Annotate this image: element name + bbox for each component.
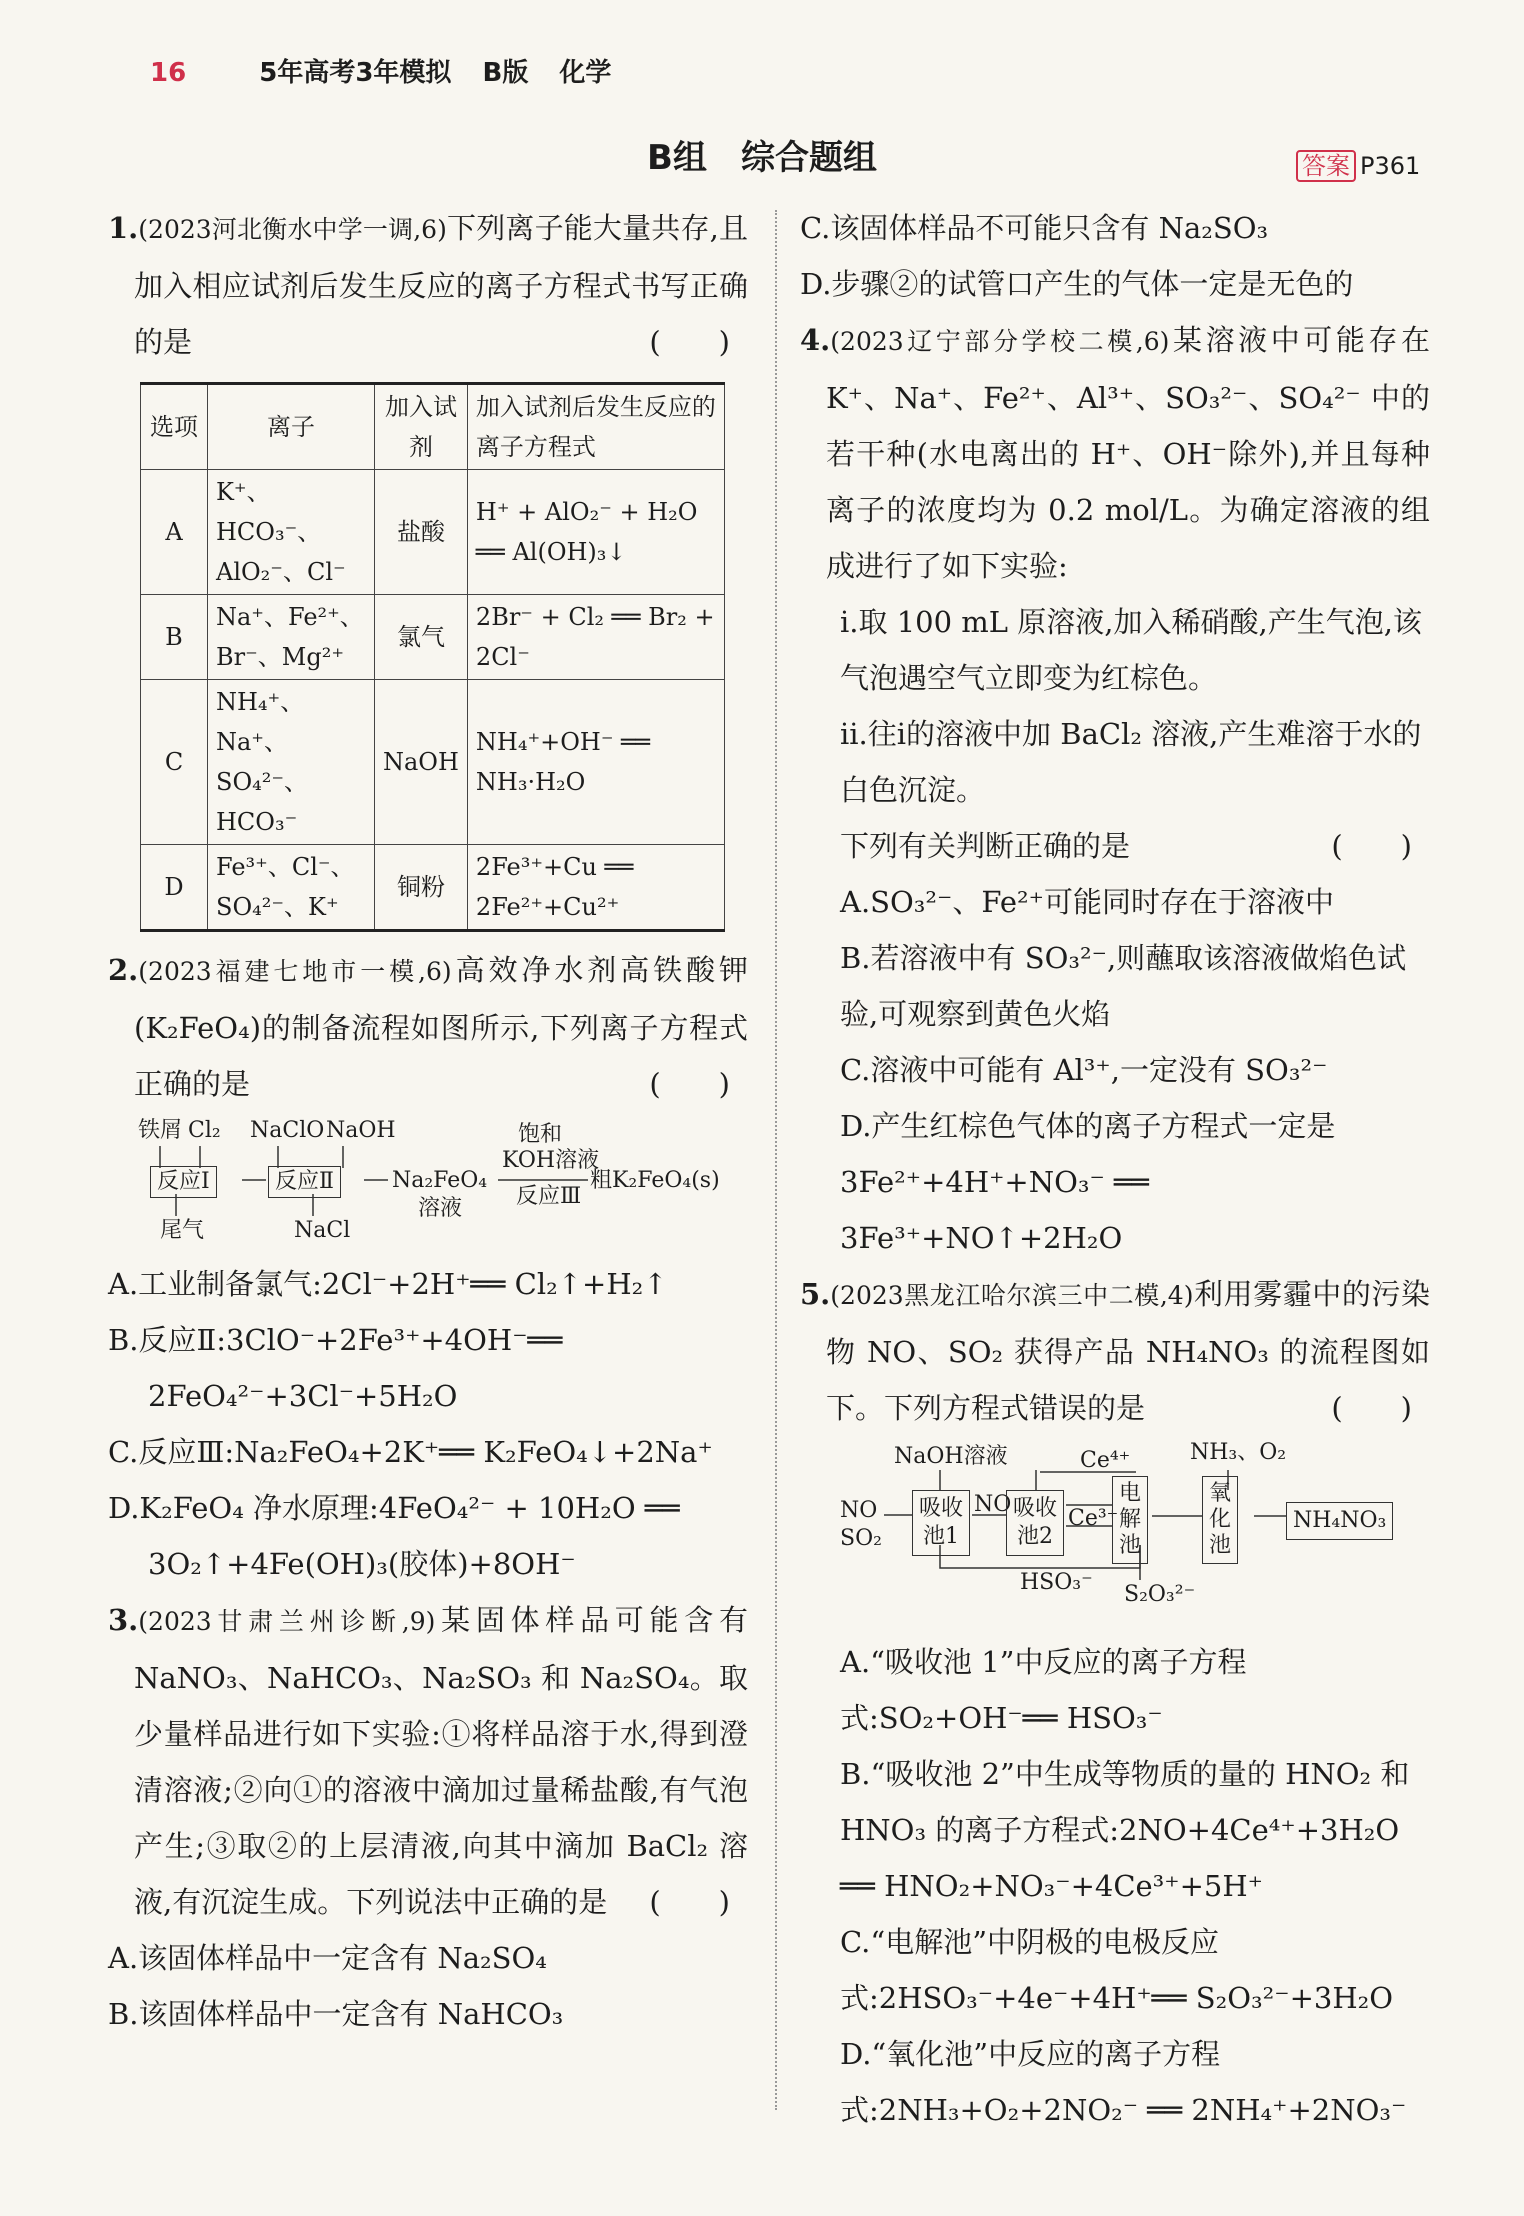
option: D.“氧化池”中反应的离子方程式:2NH₃+O₂+2NO₂⁻ ══ 2NH₄⁺+2NO₃⁻ <box>840 2037 1407 2127</box>
question-2-flowchart <box>138 1118 748 1248</box>
option: C.溶液中可能有 Al³⁺,一定没有 SO₃²⁻ <box>840 1053 1328 1087</box>
question-number: 3. <box>108 1603 139 1637</box>
flow-box-reaction-1: 反应Ⅰ <box>150 1166 217 1198</box>
table-cell: K⁺、HCO₃⁻、AlO₂⁻、Cl⁻ <box>208 470 375 595</box>
question-source: (2023河北衡水中学一调,6) <box>138 215 447 244</box>
flow-label: NO <box>974 1492 1012 1517</box>
option: B.反应Ⅱ:3ClO⁻+2Fe³⁺+4OH⁻══ 2FeO₄²⁻+3Cl⁻+5H₂O <box>108 1323 563 1413</box>
flow-product: NH₄NO₃ <box>1286 1502 1393 1540</box>
flow-input: NaOH <box>326 1118 396 1143</box>
flow-box-reaction-2: 反应Ⅱ <box>268 1166 341 1198</box>
option: A.该固体样品中一定含有 Na₂SO₄ <box>108 1941 547 1975</box>
question-number: 1. <box>108 211 139 245</box>
section-title: B组 综合题组 <box>647 138 877 178</box>
table-row <box>141 595 725 680</box>
table-header: 选项 <box>141 384 208 470</box>
flow-reagent-label: KOH溶液 <box>502 1148 600 1173</box>
flow-label: Ce³⁺ <box>1068 1506 1119 1531</box>
flow-box-absorber-2 <box>1006 1490 1064 1556</box>
table-cell: 2Fe³⁺+Cu ══ 2Fe²⁺+Cu²⁺ <box>467 845 724 931</box>
flow-intermediate-suffix: 溶液 <box>418 1196 463 1221</box>
box-label: 解 <box>1119 1507 1142 1532</box>
table-cell: B <box>141 595 208 680</box>
table-cell: A <box>141 470 208 595</box>
question-3-stem <box>108 1592 748 1930</box>
book-subject: 化学 <box>559 58 612 88</box>
table-header: 加入试剂后发生反应的离子方程式 <box>467 384 724 470</box>
table-cell: D <box>141 845 208 931</box>
answer-blank: ( ) <box>649 1885 730 1919</box>
experiment-step: ⅰ.取 100 mL 原溶液,加入稀硝酸,产生气泡,该气泡遇空气立即变为红棕色。 <box>840 605 1422 695</box>
option: B.若溶液中有 SO₃²⁻,则蘸取该溶液做焰色试验,可观察到黄色火焰 <box>840 941 1407 1031</box>
table-header: 加入试剂 <box>375 384 468 470</box>
answer-reference[interactable] <box>1296 146 1420 181</box>
flow-reagent-label: NH₃、O₂ <box>1190 1440 1287 1465</box>
answer-tag: 答案 <box>1296 150 1356 182</box>
box-label: 吸收 <box>1013 1496 1058 1521</box>
question-text: 某溶液中可能存在 K⁺、Na⁺、Fe²⁺、Al³⁺、SO₃²⁻、SO₄²⁻ 中的若干种(水电离出的 H⁺、OH⁻除外),并且每种离子的浓度均为 0.2 mol/L。为确定溶液的组成进行了如下实验: <box>826 323 1430 583</box>
column-divider <box>775 210 777 2110</box>
question-1-stem <box>108 200 748 370</box>
flow-input: NO <box>840 1498 878 1523</box>
table-row <box>141 470 725 595</box>
question-source: (2023福建七地市一模,6) <box>138 957 452 986</box>
table-row <box>141 680 725 845</box>
option: C.反应Ⅲ:Na₂FeO₄+2K⁺══ K₂FeO₄↓+2Na⁺ <box>108 1435 713 1469</box>
question-source: (2023黑龙江哈尔滨三中二模,4) <box>830 1281 1194 1310</box>
answer-blank: ( ) <box>1331 829 1412 863</box>
flow-label: HSO₃⁻ <box>1020 1570 1093 1595</box>
question-number: 4. <box>800 323 831 357</box>
left-column <box>108 200 748 2042</box>
table-cell: C <box>141 680 208 845</box>
box-label: 池 <box>1209 1533 1232 1558</box>
option: D.步骤②的试管口产生的气体一定是无色的 <box>800 267 1354 301</box>
answer-page: P361 <box>1360 152 1421 180</box>
book-edition: B版 <box>482 58 529 88</box>
experiment-step: ⅱ.往ⅰ的溶液中加 BaCl₂ 溶液,产生难溶于水的白色沉淀。 <box>840 717 1422 807</box>
flow-output: 尾气 <box>160 1218 205 1243</box>
option: C.“电解池”中阴极的电极反应式:2HSO₃⁻+4e⁻+4H⁺══ S₂O₃²⁻+3H₂O <box>840 1925 1394 2015</box>
box-label: 池1 <box>923 1524 959 1549</box>
question-text: 下列有关判断正确的是 <box>840 829 1131 863</box>
question-5-flowchart <box>840 1440 1430 1630</box>
question-text: 下列离子能大量共存,且加入相应试剂后发生反应的离子方程式书写正确的是 <box>134 211 749 359</box>
box-label: 氧 <box>1209 1481 1232 1506</box>
flow-box-electrolyzer <box>1112 1476 1148 1564</box>
flow-box-oxidizer <box>1202 1476 1238 1564</box>
option: D.产生红棕色气体的离子方程式一定是 3Fe²⁺+4H⁺+NO₃⁻ ══ 3Fe³⁺+NO↑+2H₂O <box>840 1109 1336 1255</box>
answer-blank: ( ) <box>1331 1391 1412 1425</box>
option: C.该固体样品不可能只含有 Na₂SO₃ <box>800 211 1269 245</box>
box-label: 池2 <box>1017 1524 1053 1549</box>
option: B.“吸收池 2”中生成等物质的量的 HNO₂ 和 HNO₃ 的离子方程式:2NO+4Ce⁴⁺+3H₂O ══ HNO₂+NO₃⁻+4Ce³⁺+5H⁺ <box>840 1757 1410 1903</box>
question-source: (2023辽宁部分学校二模,6) <box>830 327 1170 356</box>
table-cell: 盐酸 <box>375 470 468 595</box>
table-cell: 氯气 <box>375 595 468 680</box>
flow-output: S₂O₃²⁻ <box>1124 1582 1196 1607</box>
question-number: 2. <box>108 953 139 987</box>
table-cell: Na⁺、Fe²⁺、Br⁻、Mg²⁺ <box>208 595 375 680</box>
option: A.“吸收池 1”中反应的离子方程式:SO₂+OH⁻══ HSO₃⁻ <box>840 1645 1247 1735</box>
question-number: 5. <box>800 1277 831 1311</box>
box-label: 化 <box>1209 1507 1232 1532</box>
flow-step-label: 反应Ⅲ <box>516 1184 582 1209</box>
flow-label: Ce⁴⁺ <box>1080 1448 1131 1473</box>
answer-blank: ( ) <box>649 1067 730 1101</box>
question-text: 某固体样品可能含有NaNO₃、NaHCO₃、Na₂SO₃ 和 Na₂SO₄。取少量样品进行如下实验:①将样品溶于水,得到澄清溶液;②向①的溶液中滴加过量稀盐酸,有气泡产生;③取②的上层清液,向其中滴加 BaCl₂ 溶液,有沉淀生成。下列说法中正确的是 <box>134 1603 748 1919</box>
question-4-stem <box>800 312 1430 594</box>
table-cell: NH₄⁺、Na⁺、SO₄²⁻、HCO₃⁻ <box>208 680 375 845</box>
question-1-table <box>140 382 725 932</box>
right-column <box>800 200 1430 2138</box>
question-text: 利用雾霾中的污染物 NO、SO₂ 获得产品 NH₄NO₃ 的流程图如下。下列方程式错误的是 <box>826 1277 1430 1425</box>
table-cell: NaOH <box>375 680 468 845</box>
table-cell: 铜粉 <box>375 845 468 931</box>
question-4-ask <box>800 818 1430 874</box>
box-label: 池 <box>1119 1533 1142 1558</box>
answer-blank: ( ) <box>649 325 730 359</box>
flow-reagent-label: NaOH溶液 <box>894 1444 1008 1469</box>
page-number: 16 <box>150 58 187 88</box>
table-cell: Fe³⁺、Cl⁻、SO₄²⁻、K⁺ <box>208 845 375 931</box>
option: A.工业制备氯气:2Cl⁻+2H⁺══ Cl₂↑+H₂↑ <box>108 1267 668 1301</box>
option: A.SO₃²⁻、Fe²⁺可能同时存在于溶液中 <box>840 885 1334 919</box>
table-cell: NH₄⁺+OH⁻ ══ NH₃·H₂O <box>467 680 724 845</box>
box-label: 吸收 <box>919 1496 964 1521</box>
table-row <box>141 845 725 931</box>
table-cell: 2Br⁻ + Cl₂ ══ Br₂ + 2Cl⁻ <box>467 595 724 680</box>
flow-input: SO₂ <box>840 1526 882 1551</box>
option: B.该固体样品中一定含有 NaHCO₃ <box>108 1997 564 2031</box>
table-cell: H⁺ + AlO₂⁻ + H₂O ══ Al(OH)₃↓ <box>467 470 724 595</box>
flow-reagent-label: 饱和 <box>518 1122 563 1147</box>
flow-box-absorber-1 <box>912 1490 970 1556</box>
question-source: (2023甘肃兰州诊断,9) <box>138 1607 436 1636</box>
question-text: 高效净水剂高铁酸钾(K₂FeO₄)的制备流程如图所示,下列离子方程式正确的是 <box>134 953 748 1101</box>
box-label: 电 <box>1119 1481 1142 1506</box>
question-2-stem <box>108 942 748 1112</box>
page-header <box>150 52 611 89</box>
flow-input: NaClO <box>250 1118 325 1143</box>
flow-input: Cl₂ <box>188 1118 221 1143</box>
option: D.K₂FeO₄ 净水原理:4FeO₄²⁻ + 10H₂O ══ 3O₂↑+4Fe(OH)₃(胶体)+8OH⁻ <box>108 1491 680 1581</box>
flow-output: NaCl <box>294 1218 351 1243</box>
flow-input: 铁屑 <box>138 1118 183 1143</box>
question-5-stem <box>800 1266 1430 1436</box>
flow-product: 粗K₂FeO₄(s) <box>590 1168 720 1193</box>
table-header: 离子 <box>208 384 375 470</box>
book-title: 5年高考3年模拟 <box>259 58 452 88</box>
flow-intermediate: Na₂FeO₄ <box>392 1168 488 1193</box>
